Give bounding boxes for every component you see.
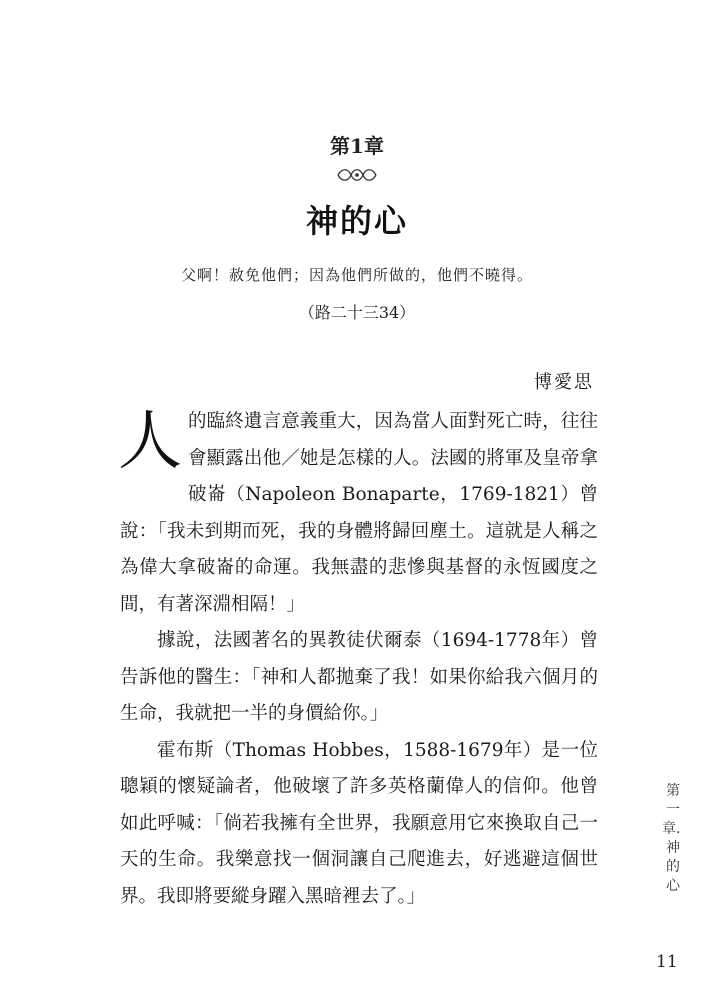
- epigraph-text: 父啊！赦免他們；因為他們所做的，他們不曉得。: [180, 266, 533, 284]
- author-name: 博愛思: [534, 372, 594, 393]
- paragraph-text: 的臨終遺言意義重大，因為當人面對死亡時，往往會顯露出他／她是怎樣的人。法國的將軍及皇帝拿破崙（Napoleon Bonaparte，1769-1821）曾說：「我未到期而死，我的身體將歸回塵土。這就是人稱之為偉大拿破崙的命運。我無盡的悲慘與基督的永恆國度之間，有著深淵相隔！」: [120, 411, 598, 615]
- epigraph-reference: （路二十三34）: [298, 303, 416, 322]
- running-head: 第一章．神的心: [662, 783, 690, 894]
- chapter-title: 神的心: [305, 202, 408, 240]
- ornament-divider: [336, 166, 378, 184]
- page-number: 11: [656, 952, 678, 972]
- body-text: [120, 404, 598, 915]
- paragraph: 霍布斯（Thomas Hobbes，1588-1679年）是一位聰穎的懷疑論者，他破壞了許多英格蘭偉人的信仰。他曾如此呼喊：「倘若我擁有全世界，我願意用它來換取自己一天的生命。我樂意找一個洞讓自己爬進去，好逃避這個世界。我即將要縱身躍入黑暗裡去了。」: [120, 739, 598, 907]
- drop-cap: 人: [118, 405, 182, 479]
- chapter-label: 第1章: [330, 134, 384, 158]
- paragraph: 據說，法國著名的異教徒伏爾泰（1694-1778年）曾告訴他的醫生：「神和人都拋棄了我！如果你給我六個月的生命，我就把一半的身價給你。」: [120, 630, 598, 724]
- paragraph: [120, 404, 598, 623]
